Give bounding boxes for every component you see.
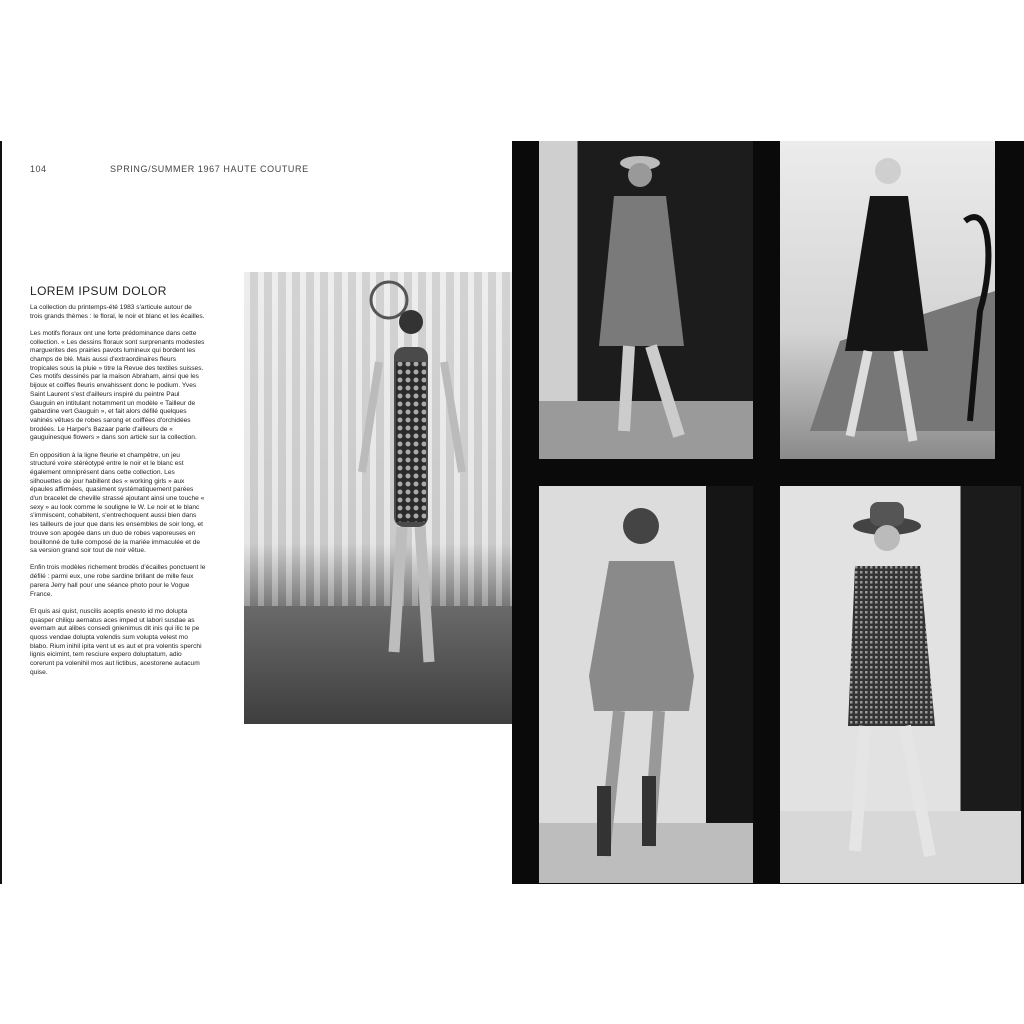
paragraph: Les motifs floraux ont une forte prédominance dans cette collection. « Les dessins floraux sont surprenants modestes marguerites des prairies pavots lumineux qui bordent les champs de blé. Mais aussi d'extraordinaires fleurs tropicales sous la pluie » titre la Revue des textiles suisses. Ces motifs dessinés par la maison Abraham, ainsi que les bijoux et coiffes fleuris envahissent donc le podium. Yves Saint Laurent s'est d'ailleurs inspiré du peintre Paul Gauguin en intitulant notamment un modèle « Tailleur de gabardine vert Gauguin », et fait alors défilé quelques vahinés vêtues de robes sarong et coiffées d'orchidées brodées. Le Harper's Bazaar parle d'ailleurs de « gauguinesque flowers » dans son article sur la collection. [30,329,205,442]
photo-checked-dress-hat-model [780,486,1021,883]
paragraph: En opposition à la ligne fleurie et champêtre, un jeu structuré voire stéréotypé entre le noir et le blanc est également omniprésent dans cette collection. Les silhouettes de jour habillent des « working girls » aux épaules affirmées, quasiment systématiquement parées d'un bracelet de cheville strassé ajoutant ainsi une touche « sexy » au look comme le souligne le W. Le noir et le blanc s'immiscent, cohabitent, s'entrechoquent aussi bien dans les tailleurs de jour que dans les ensembles de soir long, et trouve son apogée dans un duo de robes vaporeuses en bouillonné de tulle composé de la mariée immaculée et de sa version grand soir tout de noir vêtue. [30,451,205,555]
paragraph: Et quis asi quist, nuscilis aceptis enesto id mo dolupta quasper chiliqu aernatus aces imped ut labori susdae as evernam aut alibes consedi gnienimus dit inis qui ilic te pe quoss vendae dolupta volendis sum volupta velest mo blabo. Rium inihil ipita vent ut es aut et pra volentis sperchi lignis eicimint, tem resciure expero doluptatum, adio corerunt pa volenihil mos aut lictibus, acestorene autacum quise. [30,607,202,676]
paragraph: Enfin trois modèles richement brodés d'écailles ponctuent le défilé : parmi eux, une robe sardine brillant de mille feux parera Jerry hall pour une séance photo pour le Vogue France. [30,564,206,598]
photo-double-breasted-coat-model [539,141,753,459]
photo-safari-suit-model [539,486,753,883]
article-body [30,304,206,686]
paragraph: La collection du printemps-été 1983 s'articule autour de trois grands thèmes : le floral, le noir et blanc et les écailles. [30,304,205,320]
article-heading: LOREM IPSUM DOLOR [30,284,167,298]
photo-black-dress-staircase-model [780,141,995,459]
page-edge [0,141,2,884]
photo-beaded-dress-model [244,272,512,724]
page-number: 104 [30,164,47,174]
running-head: SPRING/SUMMER 1967 HAUTE COUTURE [110,164,309,174]
